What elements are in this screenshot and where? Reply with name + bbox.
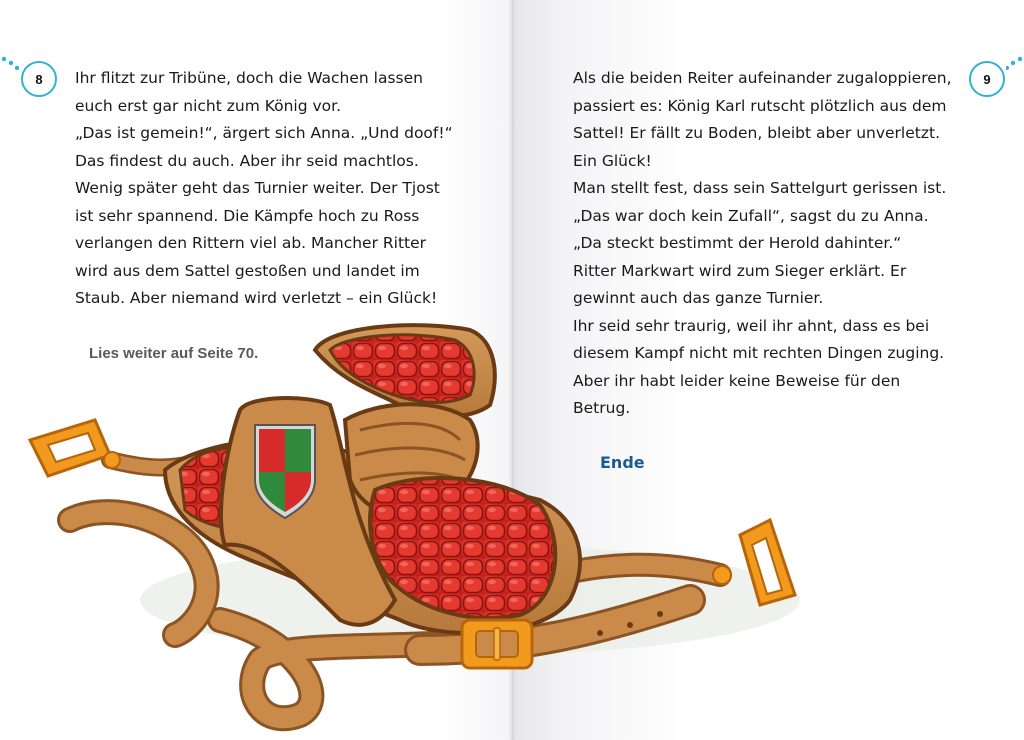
right-page-text [573,65,952,423]
text-line: passiert es: König Karl rutscht plötzlich aus dem [573,96,947,115]
text-line: Ritter Markwart wird zum Sieger erklärt. Er [573,261,907,280]
text-line: „Das ist gemein!“, ärgert sich Anna. „Und doof!“ [75,124,453,142]
page-number-left: 8 [21,61,57,97]
text-line: Aber ihr habt leider keine Beweise für den [573,371,901,390]
text-line: Ihr seid sehr traurig, weil ihr ahnt, dass es bei [573,316,930,335]
text-line: Sattel! Er fällt zu Boden, bleibt aber unverletzt. [573,124,940,142]
page-number-right: 9 [969,61,1005,97]
text-line: gewinnt auch das ganze Turnier. [573,289,824,307]
text-line: Staub. Aber niemand wird verletzt – ein Glück! [75,289,438,307]
text-line: verlangen den Rittern viel ab. Mancher Ritter [75,234,427,252]
text-line: „Das war doch kein Zufall“, sagst du zu Anna. [573,206,929,225]
text-line: Ein Glück! [573,151,652,170]
text-line: Wenig später geht das Turnier weiter. Der Tjost [75,179,440,197]
text-line: euch erst gar nicht zum König vor. [75,96,342,115]
text-line: Ihr flitzt zur Tribüne, doch die Wachen lassen [75,69,423,87]
buckle-icon [462,620,532,668]
text-line: Betrug. [573,399,631,417]
text-line: „Da steckt bestimmt der Herold dahinter.“ [573,234,902,252]
text-line: ist sehr spannend. Die Kämpfe hoch zu Ross [75,206,420,225]
left-page-text [75,65,453,313]
text-line: Das findest du auch. Aber ihr seid machtlos. [75,151,419,170]
text-line: wird aus dem Sattel gestoßen und landet im [75,261,420,280]
text-line: Man stellt fest, dass sein Sattelgurt gerissen ist. [573,179,947,197]
text-line: diesem Kampf nicht mit rechten Dingen zuging. [573,344,945,362]
end-label: Ende [600,453,645,472]
text-line: Als die beiden Reiter aufeinander zugaloppieren, [573,69,952,87]
continue-reading-note: Lies weiter auf Seite 70. [89,345,259,362]
